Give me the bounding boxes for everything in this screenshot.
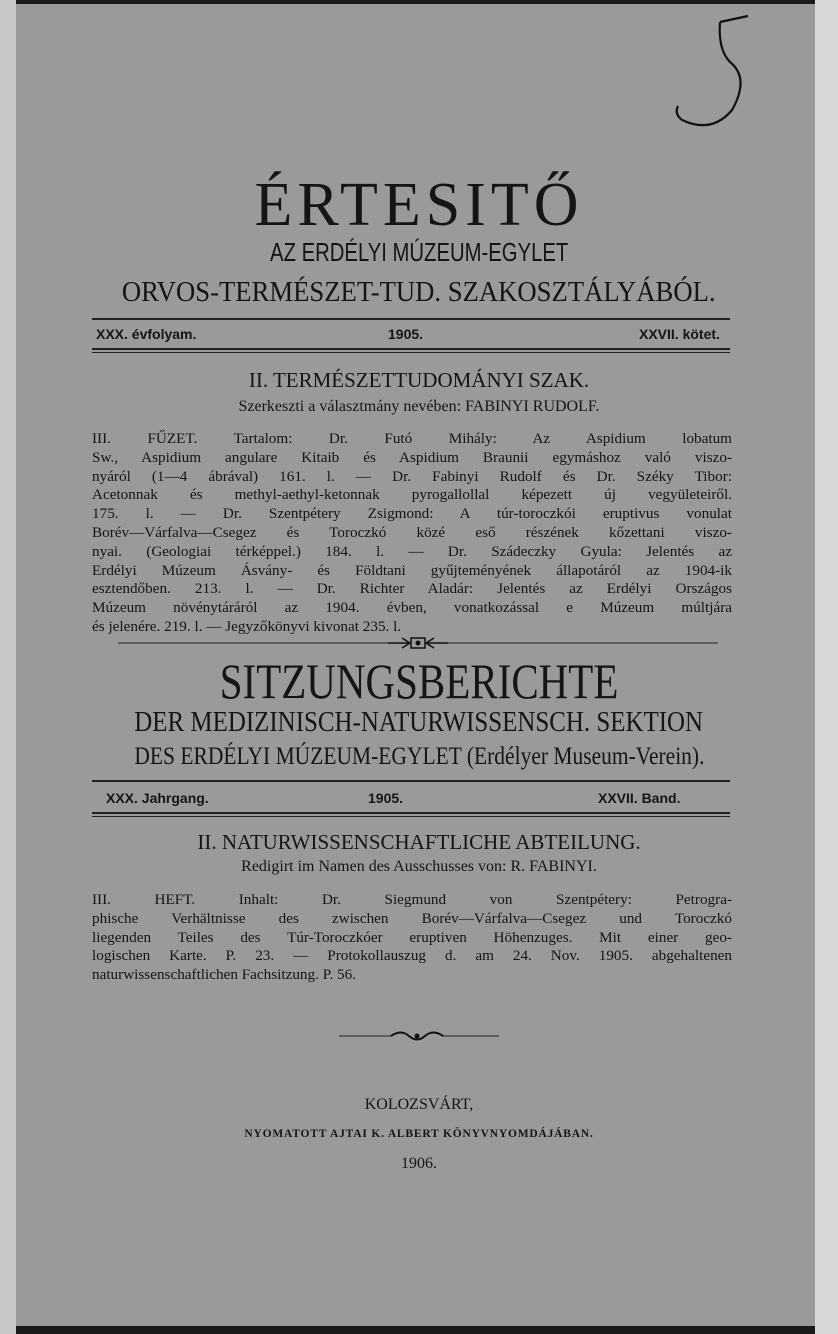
de-contents-line: III. HEFT. Inhalt: Dr. Siegmund von Szentpétery: Petrogra- <box>92 891 732 908</box>
hu-title: ÉRTESITŐ <box>254 171 584 239</box>
de-rule-bottom <box>92 812 730 814</box>
de-tome: XXVII. Band. <box>598 790 681 806</box>
de-rule-top <box>92 780 730 782</box>
de-section: II. NATURWISSENSCHAFTLICHE ABTEILUNG. <box>197 830 641 854</box>
imprint-printer: NYOMATOTT AJTAI K. ALBERT KÖNYVNYOMDÁJÁBAN. <box>244 1128 594 1140</box>
de-rule-bottom-thin <box>92 816 730 817</box>
de-contents-line: naturwissenschaftlichen Fachsitzung. P. 56. <box>92 966 357 984</box>
hu-rule-bottom-thin <box>92 352 730 353</box>
de-editor: Redigirt im Namen des Ausschusses von: R. FABINYI. <box>241 858 597 875</box>
hu-contents-line: Sw., Aspidium angulare Kitaib és Aspidium Braunii egymáshoz való viszo- <box>92 448 732 466</box>
hu-contents-line: nyáról (1—4 ábrával) 161. l. — Dr. Fabinyi Rudolf és Dr. Széky Tibor: <box>92 467 732 485</box>
hu-editor: Szerkeszti a választmány nevében: FABINYI RUDOLF. <box>238 398 600 415</box>
imprint-year: 1906. <box>401 1155 437 1172</box>
hu-contents-line: nyai. (Geologiai térképpel.) 184. l. — Dr. Szádeczky Gyula: Jelentés az <box>92 542 732 560</box>
hu-section: II. TERMÉSZETTUDOMÁNYI SZAK. <box>248 368 590 392</box>
hu-contents-line: és jelenére. 219. l. — Jegyzőkönyvi kivonat 235. l. <box>92 617 402 635</box>
scan-margin-left <box>0 0 16 1334</box>
hu-volume: XXX. évfolyam. <box>96 326 197 342</box>
hu-tome: XXVII. kötet. <box>639 326 720 342</box>
hu-contents-line: Borév—Várfalva—Csegez és Toroczkó közé eső részének kőzettani viszo- <box>92 523 732 541</box>
de-contents-line: liegenden Teiles des Túr-Toroczkóer eruptiven Höhenzuges. Mit einer geo- <box>92 928 732 946</box>
handwritten-number-5 <box>660 10 760 140</box>
ornament-divider-2 <box>339 1029 499 1043</box>
de-subtitle-2: DES ERDÉLYI MÚZEUM-EGYLET (Erdélyer Museum-Verein). <box>133 743 705 770</box>
hu-contents-line: 175. l. — Dr. Szentpétery Zsigmond: A túr-toroczkói eruptivus vonulat <box>92 505 732 523</box>
hu-contents-line: Acetonnak és methyl-aethyl-ketonnak pyrogallollal képezett új vegyületeiről. <box>92 486 732 504</box>
hu-subtitle-2: ORVOS-TERMÉSZET-TUD. SZAKOSZTÁLYÁBÓL. <box>122 276 716 308</box>
de-contents-line: phische Verhältnisse des zwischen Borév—Várfalva—Csegez und Toroczkó <box>92 909 732 927</box>
hu-subtitle-1: AZ ERDÉLYI MÚZEUM-EGYLET <box>269 237 569 267</box>
hu-contents-line: Múzeum növénytáráról az 1904. évben, vonatkozással e Múzeum múltjára <box>92 599 732 617</box>
hu-rule-top <box>92 318 730 320</box>
ornament-divider-1 <box>118 636 718 650</box>
imprint-city: KOLOZSVÁRT, <box>364 1096 474 1113</box>
de-contents <box>92 891 732 985</box>
de-title: SITZUNGSBERICHTE <box>219 653 619 709</box>
hu-contents-line: esztendőben. 213. l. — Dr. Richter Aladár: Jelentés az Erdélyi Országos <box>92 580 732 598</box>
hu-contents-line: Erdélyi Múzeum Ásvány- és Földtani gyűjteményének állapotáról az 1904-ik <box>92 561 732 579</box>
hu-rule-bottom <box>92 348 730 350</box>
de-subtitle-1: DER MEDIZINISCH-NATURWISSENSCH. SEKTION <box>134 706 704 738</box>
hu-contents-line: III. FŰZET. Tartalom: Dr. Futó Mihály: Az Aspidium lobatum <box>92 430 732 447</box>
hu-year: 1905. <box>388 326 424 342</box>
de-year: 1905. <box>368 790 404 806</box>
de-contents-line: logischen Karte. P. 23. — Protokollauszug d. am 24. Nov. 1905. abgehaltenen <box>92 947 732 965</box>
de-volume: XXX. Jahrgang. <box>106 790 209 806</box>
hu-contents <box>92 430 732 637</box>
